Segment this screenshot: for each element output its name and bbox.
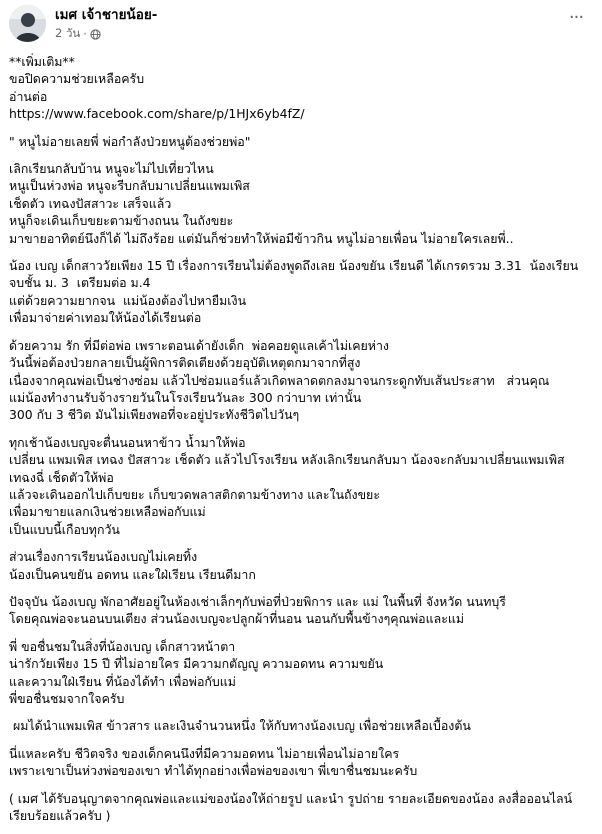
post-text-line: เลิกเรียนกลับบ้าน หนูจะไม่ไปเที่ยวไหน <box>9 161 214 177</box>
post-paragraph <box>9 53 597 123</box>
post-text-line: น้องเป็นคนขยัน อดทน และใฝ่เรียน เรียนดีมาก <box>9 566 256 582</box>
post-meta <box>55 25 101 43</box>
author-avatar[interactable] <box>9 5 46 42</box>
post-text-line: และความใฝ่เรียน ที่น้องได้ทำ เพื่อพ่อกับแม่ <box>9 673 236 689</box>
post-text-line: หนูก็จะเดินเก็บขยะตามข้างถนน ในถังขยะ <box>9 213 234 229</box>
post-text-line: หนูเป็นห่วงพ่อ หนูจะรีบกลับมาเปลี่ยนแพมเพิส <box>9 178 250 194</box>
post-text-line: พี่ขอชื่นชมจากใจครับ <box>9 691 125 706</box>
post-paragraph <box>9 434 597 538</box>
post-paragraph <box>9 160 597 247</box>
post-text-line: นี่แหละครับ ชีวิตจริง ของเด็กคนนึงที่มีความอดทน ไม่อายเพื่อนไม่อายใคร <box>9 745 400 761</box>
post-text-line: เปลี่ยน แพมเพิส เทฉง ปัสสาวะ เช็ดตัว แล้วไปโรงเรียน หลังเลิกเรียนกลับมา น้องจะกลับมาเปลี่ยนแพมเพิส <box>9 452 565 468</box>
post-text-line: มาขายอาทิตย์นึงก็ได้ ไม่ถึงร้อย แต่มันก็ช่วยทำให้พ่อมีข้าวกิน หนูไม่อายเพื่อน ไม่อายใครเลยพี่.. <box>9 230 514 246</box>
post-header <box>0 0 602 46</box>
post-text-line: แต่ด้วยความยากจน แม่น้องต้องไปหายืมเงิน <box>9 292 247 308</box>
post-timestamp[interactable]: 2 วัน <box>55 26 81 40</box>
post-text-line: ปัจจุบัน น้องเบญ พักอาศัยอยู่ในห้องเช่าเล็กๆกับพ่อที่ป่วยพิการ และ แม่ ในพื้นที่ จังหวัด นนทบุรี <box>9 593 506 609</box>
post-text-line: น้อง เบญ เด็กสาววัยเพียง 15 ปี เรื่องการเรียนไม่ต้องพูดถึงเลย น้องขยัน เรียนดี ได้เกรดรวม 3.31 น้องเรียน <box>9 258 579 274</box>
post-paragraph <box>9 790 597 825</box>
post-text-line: อ่านต่อ <box>9 88 48 104</box>
post-text-line: 300 กับ 3 ชีวิต มันไม่เพียงพอที่จะอยู่ประทังชีวิตไปวันๆ <box>9 407 300 423</box>
post-text-line: ผมได้นำแพมเพิส ข้าวสาร และเงินจำนวนหนึ่ง ให้กับทางน้องเบญ เพื่อช่วยเหลือเบื้องต้น <box>9 718 471 734</box>
post-text-line: เพราะเขาเป็นห่วงพ่อของเขา ทำได้ทุกอย่างเพื่อพ่อของเขา พี่เขาชื่นชมนะครับ <box>9 763 418 779</box>
author-name[interactable]: เมศ เจ้าชายน้อย- <box>55 7 158 23</box>
post-text-line: ด้วยความ รัก ที่มีต่อพ่อ เพราะตอนเด้ายังเด็ก พ่อคอยดูแลเค้าไม่เคยห่าง <box>9 337 389 353</box>
post-text-line: เรียบร้อยแล้วครับ ) <box>9 808 111 824</box>
post-text-line: เพื่อมาขายแลกเงินช่วยเหลือพ่อกับแม่ <box>9 504 206 520</box>
post-text-line: เพื่อมาจ่ายค่าเทอมให้น้องได้เรียนต่อ <box>9 310 202 326</box>
post-body <box>9 53 597 834</box>
post-paragraph <box>9 717 597 734</box>
post-paragraph <box>9 257 597 327</box>
post-text-line: เป็นแบบนี้เกือบทุกวัน <box>9 521 120 537</box>
post-paragraph <box>9 548 597 583</box>
meta-separator: · <box>83 27 87 41</box>
post-paragraph <box>9 337 597 424</box>
more-options-icon[interactable]: ··· <box>568 7 584 28</box>
post-text-line: แล้วจะเดินออกไปเก็บขยะ เก็บขวดพลาสติกตามข้างทาง และในถังขยะ <box>9 486 380 502</box>
avatar-photo-icon <box>9 5 46 42</box>
post-link[interactable]: https://www.facebook.com/share/p/1HJx6yb4fZ/ <box>9 106 305 122</box>
post-paragraph <box>9 593 597 628</box>
post-text-line: พี่ ขอชื่นชมในสิ่งที่น้องเบญ เด็กสาวหน้าตา <box>9 638 236 654</box>
post-paragraph <box>9 745 597 780</box>
post-paragraph <box>9 638 597 708</box>
post-text-line: เทฉงฉี่ เช็ดตัวให้พ่อ <box>9 469 114 485</box>
post-text-line: แม่น้องทำงานรับจ้างรายวันในโรงเรียนวันละ 300 กว่าบาท เท่านั้น <box>9 389 362 405</box>
post-text-line: ( เมศ ได้รับอนุญาตจากคุณพ่อและแม่ของน้องให้ถ่ายรูป และนำ รูปถ่าย รายละเอียดของน้อง ลงสื่อออนไลน์ <box>9 790 573 806</box>
post-text-line: วันนี้พ่อต้องป่วยกลายเป็นผู้พิการติดเตียงด้วยอุบัติเหตุตกมาจากที่สูง <box>9 355 361 371</box>
post-text-line: เช็ดตัว เทฉงปัสสาวะ เสร็จแล้ว <box>9 195 172 211</box>
post-text-line: " หนูไม่อายเลยพี่ พ่อกำลังป่วยหนูต้องช่วยพ่อ" <box>9 133 251 149</box>
post-text-line: จบชั้น ม. 3 เตรียมต่อ ม.4 <box>9 275 151 291</box>
post-text-line: **เพิ่มเติม** <box>9 54 75 69</box>
post-text-line: ขอปิดความช่วยเหลือครับ <box>9 71 145 87</box>
post-text-line: น่ารักวัยเพียง 15 ปี ที่ไม่อายใคร มีความกตัญญู ความอดทน ความขยัน <box>9 656 384 672</box>
post-text-line: ส่วนเรื่องการเรียนน้องเบญไม่เคยทิ้ง <box>9 549 198 565</box>
post-paragraph <box>9 133 597 150</box>
post-text-line: ทุกเช้าน้องเบญจะตื่นนอนหาข้าว น้ำมาให้พ่อ <box>9 434 246 450</box>
post-text-line: เนื่องจากคุณพ่อเป็นช่างซ่อม แล้วไปซ่อมแอร์แล้วเกิดพลาดตกลงมาจนกระดูกทับเส้นประสาท ส่วนคุณ <box>9 372 550 388</box>
post-text-line: โดยคุณพ่อจะนอนบนเตียง ส่วนน้องเบญจะปลูกผ้าที่นอน นอนกับพื้นข้างๆคุณพ่อและแม่ <box>9 611 465 627</box>
globe-icon[interactable] <box>90 29 101 40</box>
